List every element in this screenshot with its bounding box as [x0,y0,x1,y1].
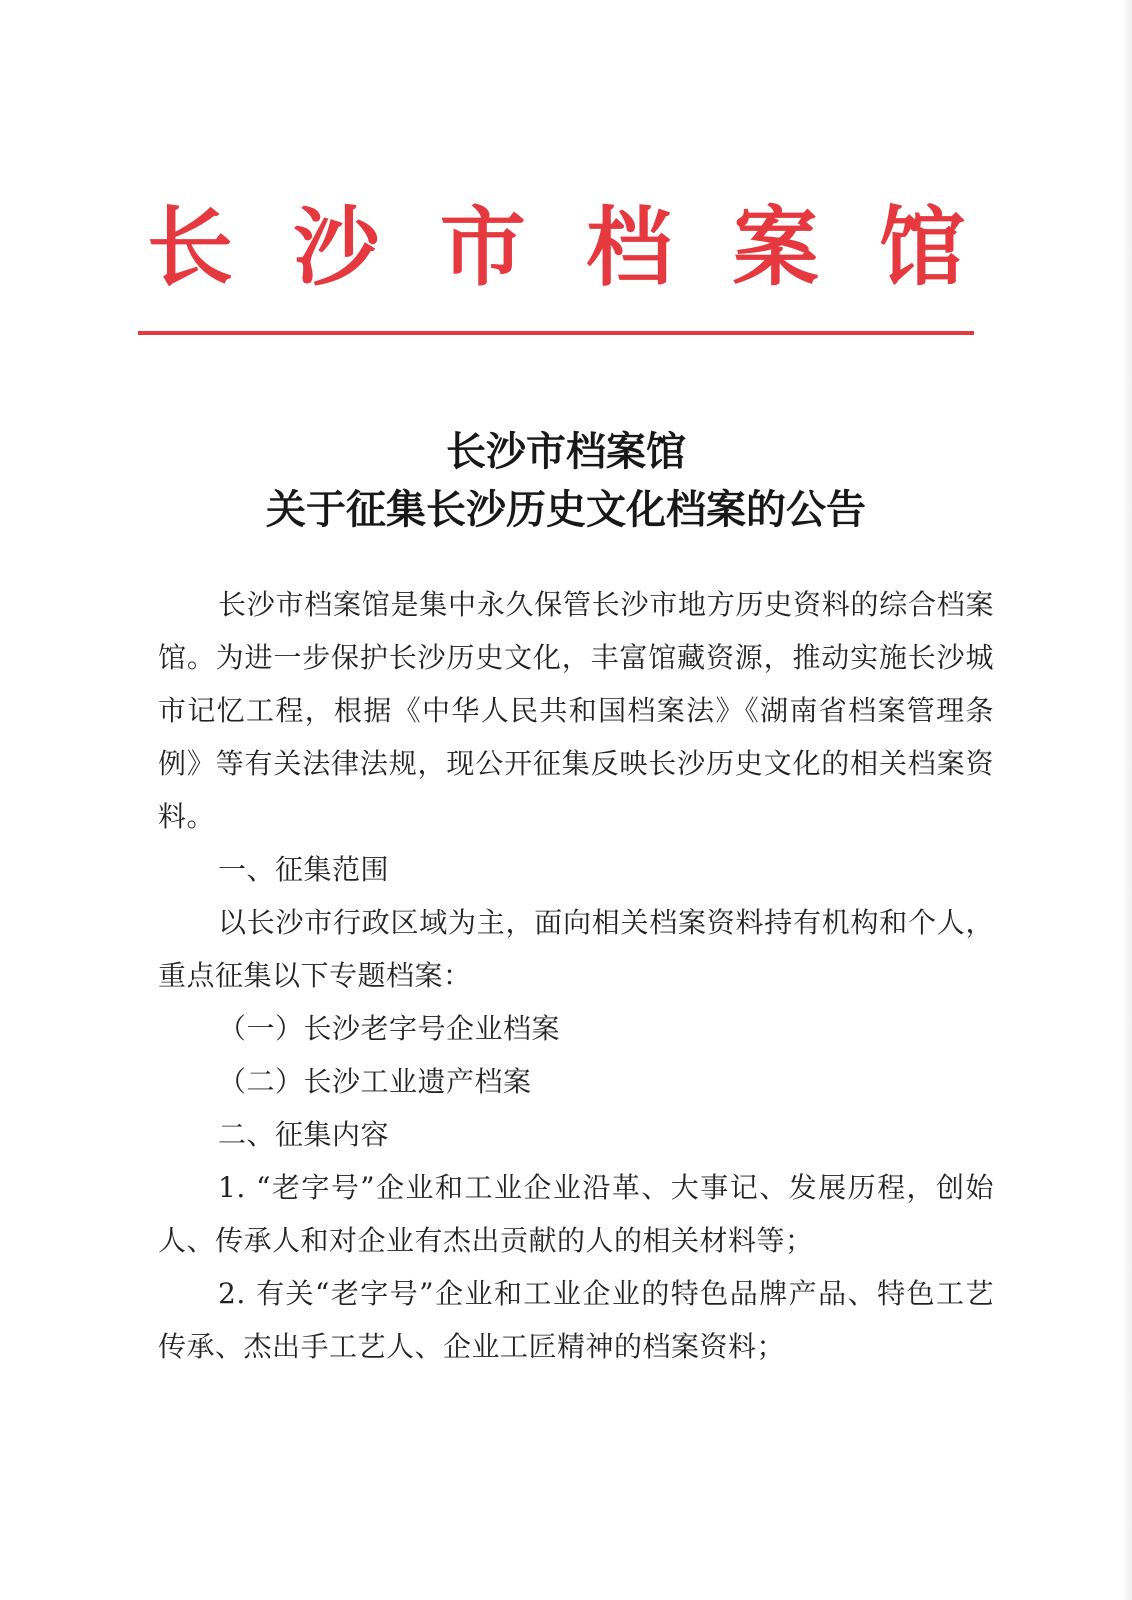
letterhead-char: 市 [439,197,526,298]
paragraph-content-1: 1. “老字号”企业和工业企业沿革、大事记、发展历程，创始人、传承人和对企业有杰出贡献的人的相关材料等； [158,1171,994,1257]
list-item: （二）长沙工业遗产档案 [218,1065,532,1098]
letterhead-char: 馆 [878,197,965,298]
paragraph-content-2: 2. 有关“老字号”企业和工业企业的特色品牌产品、特色工艺传承、杰出手工艺人、企业工匠精神的档案资料； [158,1277,994,1363]
paragraph-intro: 长沙市档案馆是集中永久保管长沙市地方历史资料的综合档案馆。为进一步保护长沙历史文化，丰富馆藏资源，推动实施长沙城市记忆工程，根据《中华人民共和国档案法》《湖南省档案管理条例》等有关法律法规，现公开征集反映长沙历史文化的相关档案资料。 [158,588,994,833]
letterhead-char: 沙 [293,197,380,298]
document-title [138,423,994,539]
paragraph-scope: 以长沙市行政区域为主，面向相关档案资料持有机构和个人，重点征集以下专题档案： [158,906,994,992]
letterhead-char: 案 [732,197,819,298]
section-heading-content: 二、征集内容 [218,1118,390,1151]
scan-edge-shadow [1122,0,1132,1600]
letterhead-red-rule [138,331,974,335]
letterhead-char: 档 [586,197,673,298]
letterhead-char: 长 [147,197,233,298]
section-heading-scope: 一、征集范围 [218,853,390,886]
letterhead-title [138,196,974,300]
list-item: （一）长沙老字号企业档案 [218,1012,561,1045]
document-body [158,578,994,1373]
title-line-2: 关于征集长沙历史文化档案的公告 [266,486,866,533]
title-line-1: 长沙市档案馆 [446,428,686,475]
